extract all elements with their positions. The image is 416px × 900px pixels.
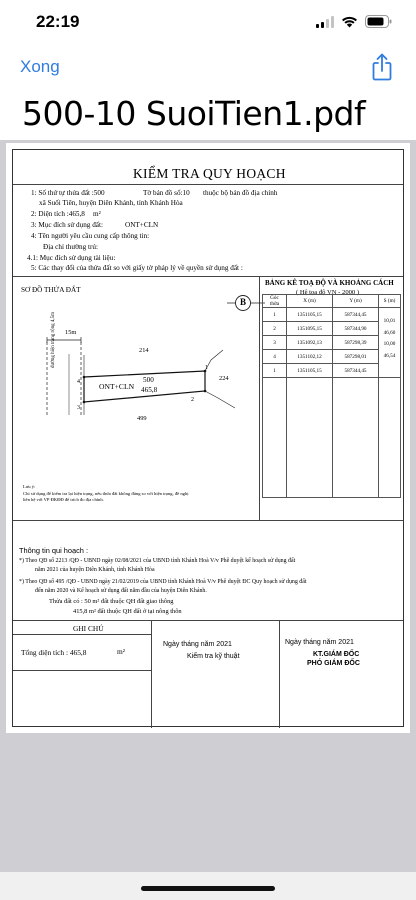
coordinate-table [262, 294, 401, 498]
info-line2: 2: Diện tích :465,8 [31, 210, 85, 218]
home-indicator[interactable] [141, 886, 275, 891]
planning-item: *) Theo QĐ số 495 /QĐ - UBND ngày 21/02/2019 của UBND tỉnh Khánh Hoà V/v Phê duyệt ĐC Quy hoạch sử dụng đất [19, 579, 307, 585]
road-label: đường hiện trạng rộng 4,5m [51, 311, 56, 368]
planning-item: *) Theo QĐ số 2213 /QĐ - UBND ngày 02/08/2021 của UBND tỉnh Khánh Hoà V/v Phê duyệt kế hoạch sử dụng đất [19, 558, 296, 564]
parcel-bottom-neighbour: 499 [137, 415, 147, 422]
north-letter: B [240, 297, 247, 307]
total-area: Tổng diện tích : 465,8 [21, 648, 87, 657]
parcel-right-neighbour: 224 [219, 375, 229, 382]
table-cell: 1351095,15 [287, 322, 333, 336]
info-line1c: thuộc bộ bản đồ địa chính [203, 189, 278, 197]
info-line5: 5: Các thay đổi của thửa đất so với giấy tờ pháp lý về quyền sử dụng đất : [31, 264, 243, 272]
divider [13, 184, 403, 185]
divider [279, 620, 280, 728]
info-line1d: xã Suối Tiên, huyện Diên Khánh, tỉnh Khánh Hòa [39, 199, 183, 207]
battery-icon [365, 15, 392, 28]
done-button[interactable]: Xong [20, 57, 60, 76]
info-line4: 4: Tên người yêu cầu cung cấp thông tin: [31, 232, 150, 240]
col-header: X (m) [287, 295, 333, 308]
distance-cell [379, 308, 401, 378]
divider [13, 520, 403, 521]
date-line: Ngày tháng năm 2021 [285, 639, 354, 646]
col-header: S (m) [379, 295, 401, 308]
signature-label: KT.GIÁM ĐỐC [313, 651, 360, 658]
distance-value: 46,60 [383, 329, 396, 336]
date-line: Ngày tháng năm 2021 [163, 641, 232, 648]
status-icons [316, 15, 392, 28]
table-cell: 4 [263, 350, 287, 364]
table-cell: 1351105,15 [287, 308, 333, 322]
table-cell: 2 [263, 322, 287, 336]
coord-table-heading: BẢNG KÊ TOẠ ĐỘ VÀ KHOẢNG CÁCH [265, 279, 394, 287]
table-cell: 587344,45 [333, 308, 379, 322]
distance-value: 10,00 [383, 341, 396, 348]
divider [259, 276, 260, 520]
table-header-row [263, 295, 401, 308]
table-cell: 3 [263, 336, 287, 350]
divider [13, 620, 403, 621]
land-use-label: ONT+CLN [99, 382, 135, 391]
planning-title: Thông tin qui hoạch : [19, 546, 89, 555]
document-viewer[interactable] [0, 140, 416, 900]
parcel-area: 465,8 [141, 386, 158, 394]
col-header: Y (m) [333, 295, 379, 308]
table-row [263, 378, 401, 498]
table-cell: 587344,45 [333, 364, 379, 378]
navigation-bar [0, 44, 416, 92]
corner-label: 2 [191, 397, 194, 403]
cellular-signal-icon [316, 16, 334, 28]
share-icon[interactable] [370, 52, 394, 82]
table-cell: 587344,90 [333, 322, 379, 336]
page-heading: KIỂM TRA QUY HOẠCH [133, 166, 286, 181]
corner-label: 1 [205, 365, 208, 371]
corner-label: 3 [77, 405, 80, 411]
signature-label: PHÓ GIÁM ĐỐC [307, 660, 360, 667]
planning-item: năm 2021 của huyện Diên Khánh, tỉnh Khánh Hòa [35, 567, 155, 573]
table-row [263, 308, 401, 322]
table-cell: 1351102,12 [287, 350, 333, 364]
divider [151, 620, 152, 728]
info-line1a: 1: Số thứ tự thửa đất :500 [31, 189, 105, 197]
divider [13, 276, 403, 277]
planning-item: Thửa đất có : 50 m² đất thuộc QH đất giao thông [49, 598, 174, 605]
planning-item: 415,8 m² đất thuộc QH đất ở tại nông thôn [73, 608, 182, 615]
table-cell: 587298,39 [333, 336, 379, 350]
note-text: Chỉ sử dụng để kiểm tra lại hiện trạng, nếu thửa đất không đúng so với hiện trạng, đề nghị [23, 491, 189, 496]
document-title: 500-10 SuoiTien1.pdf [22, 94, 366, 133]
width-label: 15m [65, 329, 77, 336]
parcel-number: 500 [143, 376, 154, 384]
note-text: liên hệ với VP ĐKĐĐ để trích đo địa chính. [23, 497, 104, 502]
info-line4-address: Địa chỉ thường trú: [43, 243, 99, 251]
notes-label: GHI CHÚ [73, 624, 104, 633]
info-line3-value: ONT+CLN [125, 221, 159, 229]
total-area-unit: m² [117, 647, 125, 656]
diagram-label: SƠ ĐỒ THỬA ĐẤT [21, 286, 81, 294]
table-cell: 1 [263, 308, 287, 322]
planning-item: đến năm 2020 và Kế hoạch sử dụng đất năm đầu của huyện Diên Khánh. [35, 588, 207, 594]
info-line3: 3: Mục đích sử dụng đất: [31, 221, 103, 229]
info-line1b: Tờ bản đồ số:10 [143, 189, 190, 197]
col-header: Góc thửa [263, 295, 287, 308]
table-cell: 1 [263, 364, 287, 378]
coord-table-subheading: ( Hệ tọa độ VN - 2000 ) [296, 289, 360, 296]
table-cell: 1351105,15 [287, 364, 333, 378]
status-bar [0, 0, 416, 44]
info-line41: 4.1: Mục đích sử dụng tài liệu: [27, 254, 116, 262]
page-border [12, 149, 404, 727]
table-cell: 587298,01 [333, 350, 379, 364]
distance-value: 10,01 [383, 318, 396, 324]
note-title: Lưu ý: [23, 484, 36, 489]
divider [13, 670, 151, 671]
status-time: 22:19 [36, 12, 80, 31]
parcel-top-neighbour: 214 [139, 347, 149, 354]
wifi-icon [341, 16, 358, 28]
signature-label: Kiểm tra kỹ thuật [187, 653, 240, 660]
table-cell: 1351092,13 [287, 336, 333, 350]
pdf-page [6, 143, 410, 733]
divider [13, 634, 151, 635]
corner-label: 4 [77, 379, 80, 385]
distance-value: 46,54 [383, 352, 396, 359]
info-line2-unit: m² [93, 210, 101, 218]
